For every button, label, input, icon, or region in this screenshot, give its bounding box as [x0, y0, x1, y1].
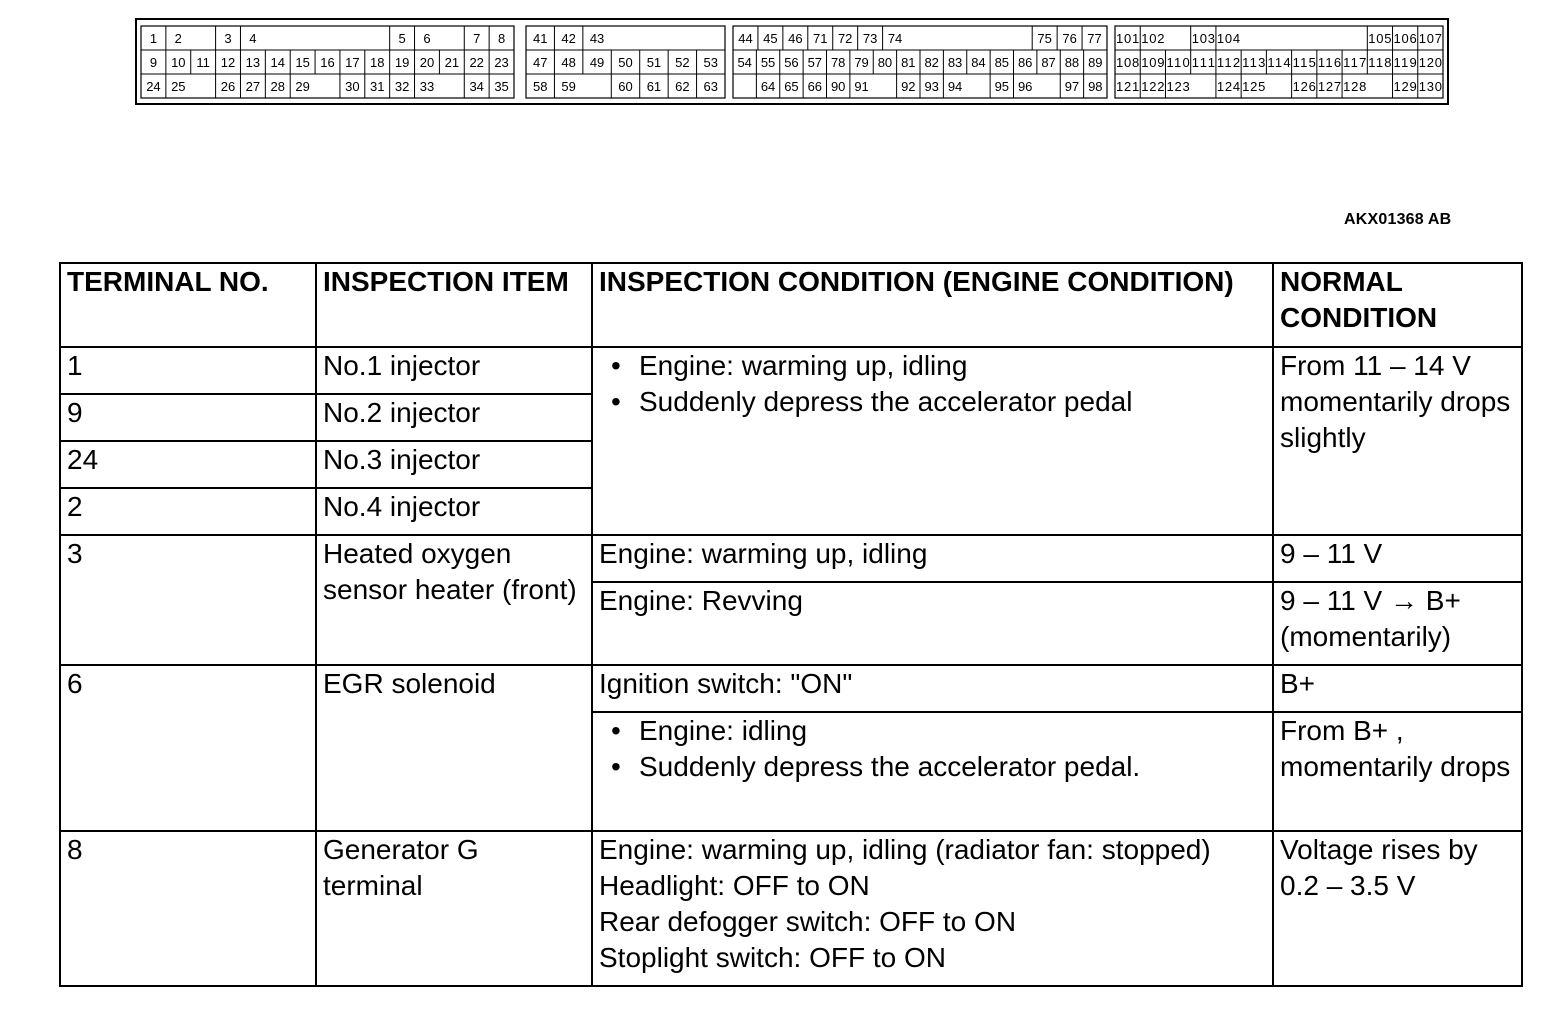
pin-number: 23 — [494, 55, 509, 70]
condition-bullet-list — [599, 348, 1266, 420]
pin-number: 77 — [1087, 31, 1102, 46]
pin-number: 104 — [1216, 31, 1241, 46]
normal-cell: Voltage rises by 0.2 – 3.5 V — [1273, 831, 1522, 986]
pin-number: 102 — [1141, 31, 1165, 46]
terminal-cell: 3 — [60, 535, 316, 665]
pin-number: 13 — [245, 55, 261, 70]
pin-number: 117 — [1343, 55, 1367, 70]
pin-number: 58 — [532, 79, 548, 94]
pin-number: 124 — [1216, 79, 1241, 94]
normal-cell: From 11 – 14 V momentarily drops slightly — [1273, 347, 1522, 535]
connector-pinout-diagram — [0, 0, 1568, 120]
pin-number: 105 — [1368, 31, 1392, 46]
pin-number: 6 — [423, 31, 431, 46]
pin-number: 80 — [877, 55, 893, 70]
normal-cell: B+ — [1273, 665, 1522, 712]
item-cell: No.1 injector — [316, 347, 592, 394]
pin-number: 116 — [1317, 55, 1342, 70]
pin-number: 113 — [1242, 55, 1266, 70]
pin-number: 119 — [1393, 55, 1417, 70]
pin-number: 74 — [887, 31, 903, 46]
pin-number: 4 — [249, 31, 257, 46]
header-inspection-condition: INSPECTION CONDITION (ENGINE CONDITION) — [592, 263, 1273, 347]
pin-number: 12 — [220, 55, 236, 70]
condition-bullet: • Engine: warming up, idling — [599, 348, 1266, 384]
table-row — [60, 665, 1522, 712]
normal-cell: From B+ , momentarily drops — [1273, 712, 1522, 831]
pin-number: 5 — [398, 31, 406, 46]
pin-number: 1 — [149, 31, 158, 46]
pin-number: 85 — [994, 55, 1010, 70]
condition-line: Headlight: OFF to ON — [599, 870, 870, 901]
pin-number: 18 — [369, 55, 385, 70]
pin-number: 115 — [1292, 55, 1316, 70]
pin-number: 114 — [1267, 55, 1291, 70]
pin-number: 44 — [738, 31, 753, 46]
pin-number: 59 — [561, 79, 576, 94]
pin-number: 34 — [469, 79, 484, 94]
pin-number: 127 — [1317, 79, 1342, 94]
pin-number: 91 — [854, 79, 869, 94]
pin-number: 75 — [1037, 31, 1052, 46]
pin-number: 63 — [703, 79, 719, 94]
header-inspection-item: INSPECTION ITEM — [316, 263, 592, 347]
pin-number: 95 — [994, 79, 1010, 94]
condition-cell: Engine: warming up, idling — [592, 535, 1273, 582]
terminal-cell: 9 — [60, 394, 316, 441]
pin-number: 60 — [618, 79, 633, 94]
pin-number: 123 — [1166, 79, 1190, 94]
pin-number: 107 — [1418, 31, 1442, 46]
pin-number: 51 — [646, 55, 662, 70]
pin-number: 128 — [1343, 79, 1367, 94]
pin-number: 25 — [171, 79, 186, 94]
pin-number: 120 — [1418, 55, 1442, 70]
pin-number: 125 — [1242, 79, 1266, 94]
pin-number: 22 — [469, 55, 484, 70]
condition-cell — [592, 712, 1273, 831]
pin-number: 130 — [1418, 79, 1442, 94]
pin-number: 54 — [737, 55, 752, 70]
item-cell: No.2 injector — [316, 394, 592, 441]
pin-number: 49 — [589, 55, 605, 70]
pin-number: 66 — [807, 79, 823, 94]
pin-number: 78 — [830, 55, 846, 70]
pin-number: 50 — [618, 55, 633, 70]
pin-number: 8 — [497, 31, 506, 46]
pin-number: 65 — [784, 79, 799, 94]
pin-number: 53 — [703, 55, 719, 70]
pin-number: 62 — [675, 79, 690, 94]
pin-number: 112 — [1216, 55, 1241, 70]
pin-number: 15 — [295, 55, 310, 70]
pin-number: 26 — [220, 79, 236, 94]
pin-number: 16 — [320, 55, 335, 70]
pin-number: 126 — [1292, 79, 1316, 94]
item-cell: Heated oxygen sensor heater (front) — [316, 535, 592, 665]
pin-number: 93 — [924, 79, 939, 94]
pin-number: 41 — [532, 31, 548, 46]
pin-number: 29 — [295, 79, 310, 94]
pin-number: 10 — [171, 55, 186, 70]
pin-number: 89 — [1088, 55, 1103, 70]
terminal-cell: 24 — [60, 441, 316, 488]
pin-number: 71 — [813, 31, 828, 46]
pin-number: 19 — [394, 55, 410, 70]
pin-number: 7 — [473, 31, 481, 46]
item-cell: No.3 injector — [316, 441, 592, 488]
terminal-cell: 6 — [60, 665, 316, 831]
pin-number: 9 — [149, 55, 158, 70]
pin-number: 84 — [971, 55, 986, 70]
pin-number: 111 — [1191, 55, 1215, 70]
condition-bullet: • Suddenly depress the accelerator pedal — [599, 384, 1266, 420]
pin-number: 122 — [1141, 79, 1165, 94]
item-cell: EGR solenoid — [316, 665, 592, 831]
table-row — [60, 347, 1522, 394]
pin-number: 118 — [1368, 55, 1392, 70]
pin-number: 82 — [924, 55, 939, 70]
pin-number: 92 — [901, 79, 916, 94]
table-row — [60, 535, 1522, 582]
pin-number: 73 — [862, 31, 878, 46]
pin-number: 121 — [1116, 79, 1140, 94]
pin-number: 33 — [419, 79, 435, 94]
pin-number: 3 — [224, 31, 232, 46]
condition-cell — [592, 347, 1273, 535]
header-terminal-no: TERMINAL NO. — [60, 263, 316, 347]
condition-bullet-list — [599, 713, 1266, 785]
condition-bullet: • Engine: idling — [599, 713, 1266, 749]
pin-number: 45 — [763, 31, 778, 46]
pin-number: 106 — [1393, 31, 1417, 46]
pin-number: 42 — [561, 31, 576, 46]
pin-number: 97 — [1064, 79, 1080, 94]
condition-line: Engine: warming up, idling (radiator fan: stopped) — [599, 834, 1211, 865]
pin-number: 94 — [947, 79, 963, 94]
pin-number: 43 — [589, 31, 605, 46]
pin-number: 61 — [646, 79, 662, 94]
pin-number: 20 — [419, 55, 435, 70]
condition-bullet: • Suddenly depress the accelerator pedal. — [599, 749, 1266, 785]
condition-line: Rear defogger switch: OFF to ON — [599, 906, 1017, 937]
pin-number: 108 — [1116, 55, 1140, 70]
pin-number: 90 — [830, 79, 846, 94]
condition-cell — [592, 831, 1273, 986]
terminal-inspection-table — [59, 262, 1523, 987]
terminal-cell: 1 — [60, 347, 316, 394]
pin-number: 83 — [947, 55, 963, 70]
pin-number: 109 — [1141, 55, 1165, 70]
pin-number: 57 — [807, 55, 823, 70]
pin-number: 96 — [1017, 79, 1033, 94]
pin-number: 56 — [784, 55, 799, 70]
pin-number: 21 — [444, 55, 460, 70]
pin-number: 87 — [1041, 55, 1056, 70]
pin-number: 24 — [146, 79, 161, 94]
terminal-cell: 8 — [60, 831, 316, 986]
pin-number: 52 — [675, 55, 690, 70]
table-row — [60, 831, 1522, 986]
pin-number: 129 — [1393, 79, 1417, 94]
item-cell: No.4 injector — [316, 488, 592, 535]
pin-number: 28 — [270, 79, 286, 94]
pin-number: 98 — [1088, 79, 1103, 94]
pin-number: 32 — [394, 79, 410, 94]
pin-number: 48 — [561, 55, 576, 70]
pin-number: 17 — [345, 55, 360, 70]
pin-number: 88 — [1064, 55, 1080, 70]
pin-number: 110 — [1166, 55, 1190, 70]
pin-number: 27 — [245, 79, 261, 94]
pin-number: 35 — [494, 79, 509, 94]
pin-number: 11 — [196, 55, 210, 70]
condition-line: Stoplight switch: OFF to ON — [599, 942, 946, 973]
terminal-cell: 2 — [60, 488, 316, 535]
pin-number: 103 — [1191, 31, 1215, 46]
pin-number: 76 — [1062, 31, 1077, 46]
header-normal-condition: NORMAL CONDITION — [1273, 263, 1522, 347]
item-cell: Generator G terminal — [316, 831, 592, 986]
pin-number: 31 — [369, 79, 385, 94]
pin-number: 81 — [901, 55, 916, 70]
pin-number: 64 — [760, 79, 776, 94]
pin-number: 101 — [1116, 31, 1140, 46]
normal-cell: 9 – 11 V → B+ (momentarily) — [1273, 582, 1522, 665]
normal-cell: 9 – 11 V — [1273, 535, 1522, 582]
pin-number: 55 — [760, 55, 776, 70]
table-header-row — [60, 263, 1522, 347]
condition-cell: Ignition switch: "ON" — [592, 665, 1273, 712]
pin-number: 46 — [788, 31, 803, 46]
pin-number: 72 — [837, 31, 853, 46]
condition-cell: Engine: Revving — [592, 582, 1273, 665]
pin-number: 14 — [270, 55, 286, 70]
pin-number: 79 — [854, 55, 869, 70]
pin-number: 47 — [532, 55, 548, 70]
pin-number: 30 — [345, 79, 360, 94]
pin-number: 86 — [1017, 55, 1033, 70]
pin-number: 2 — [174, 31, 182, 46]
figure-code: AKX01368 AB — [1344, 211, 1452, 228]
